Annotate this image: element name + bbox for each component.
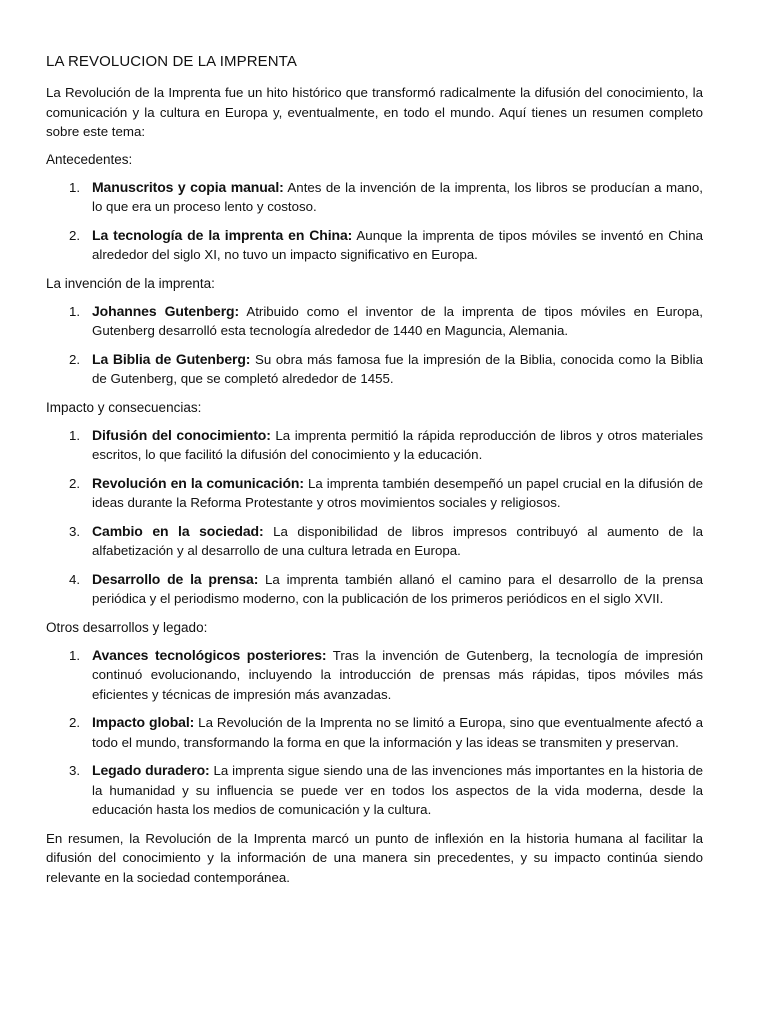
section-heading: La invención de la imprenta: bbox=[46, 275, 215, 291]
section-heading: Antecedentes: bbox=[46, 151, 133, 167]
conclusion-paragraph: En resumen, la Revolución de la Imprenta marcó un punto de inflexión en la historia humana al facilitar la difusión del conocimiento y la información de una manera sin precedentes, y su impacto continúa siendo relevante en la sociedad contemporánea. bbox=[46, 830, 703, 885]
list-number: 3. bbox=[69, 763, 81, 778]
list-item bbox=[46, 178, 703, 217]
list-item-text: La imprenta también allanó el camino para el desarrollo de la prensa periódica y el periodismo moderno, con la publicación de los primeros periódicos en el siglo XVII. bbox=[92, 571, 703, 606]
list-item-term: Desarrollo de la prensa: bbox=[92, 570, 259, 587]
list-number: 1. bbox=[69, 427, 81, 443]
numbered-list bbox=[46, 426, 703, 609]
list-number: 3. bbox=[69, 523, 81, 539]
section-antecedentes bbox=[46, 150, 703, 265]
intro-paragraph: La Revolución de la Imprenta fue un hito histórico que transformó radicalmente la difusión del conocimiento, la comunicación y la cultura en Europa y, eventualmente, en todo el mundo. Aquí tienes un resumen completo sobre este tema: bbox=[46, 85, 703, 139]
list-item bbox=[46, 570, 703, 609]
list-number: 1. bbox=[69, 303, 81, 319]
list-number: 2. bbox=[69, 227, 81, 243]
list-number: 2. bbox=[69, 351, 81, 367]
list-item bbox=[46, 761, 703, 820]
list-item-term: Cambio en la sociedad: bbox=[92, 522, 264, 539]
list-item-text: Aunque la imprenta de tipos móviles se inventó en China alrededor del siglo XI, no tuvo un impacto significativo en Europa. bbox=[92, 227, 703, 262]
section-impacto bbox=[46, 398, 703, 609]
section-heading: Otros desarrollos y legado: bbox=[46, 619, 208, 635]
list-item bbox=[46, 350, 703, 389]
list-item bbox=[46, 226, 703, 265]
list-item-term: Revolución en la comunicación: bbox=[92, 474, 304, 491]
list-number: 4. bbox=[69, 571, 81, 587]
list-number: 2. bbox=[69, 475, 81, 491]
list-item-text: La disponibilidad de libros impresos contribuyó al aumento de la alfabetización y al desarrollo de una cultura letrada en Europa. bbox=[92, 523, 703, 558]
list-item-text: La imprenta permitió la rápida reproducción de libros y otros materiales escritos, lo que facilitó la difusión del conocimiento y la educación. bbox=[92, 427, 703, 462]
list-number: 1. bbox=[69, 647, 81, 663]
list-item bbox=[46, 426, 703, 465]
list-item bbox=[46, 474, 703, 513]
list-item bbox=[46, 713, 703, 752]
list-item-text: La imprenta sigue siendo una de las invenciones más importantes en la historia de la humanidad y su influencia se puede ver en todos los aspectos de la vida moderna, desde la educación hasta los medios de comunicación y la cultura. bbox=[92, 763, 703, 817]
list-item-term: La Biblia de Gutenberg: bbox=[92, 350, 251, 367]
list-item-term: La tecnología de la imprenta en China: bbox=[92, 226, 353, 243]
list-item-text: Antes de la invención de la imprenta, los libros se producían a mano, lo que era un proceso lento y costoso. bbox=[92, 179, 703, 214]
list-item-text: Tras la invención de Gutenberg, la tecnología de impresión continuó evolucionando, incluyendo la introducción de prensas más rápidas, tipos móviles más eficientes y técnicas de impresión más avanzadas. bbox=[92, 647, 703, 702]
list-item-text: Su obra más famosa fue la impresión de la Biblia, conocida como la Biblia de Gutenberg, que se completó alrededor de 1455. bbox=[92, 351, 704, 386]
section-heading: Impacto y consecuencias: bbox=[46, 399, 202, 415]
numbered-list bbox=[46, 646, 703, 820]
section-legado bbox=[46, 618, 703, 820]
list-item-term: Johannes Gutenberg: bbox=[92, 302, 240, 319]
section-invencion bbox=[46, 274, 703, 389]
list-item-term: Difusión del conocimiento: bbox=[92, 426, 271, 443]
list-item-term: Legado duradero: bbox=[92, 762, 210, 778]
list-item-term: Avances tecnológicos posteriores: bbox=[92, 646, 327, 663]
list-item-text: Atribuido como el inventor de la imprenta de tipos móviles en Europa, Gutenberg desarrolló esta tecnología alrededor de 1440 en Maguncia, Alemania. bbox=[92, 303, 703, 338]
list-number: 1. bbox=[69, 179, 81, 195]
numbered-list bbox=[46, 302, 703, 389]
list-item-term: Impacto global: bbox=[92, 714, 195, 730]
numbered-list bbox=[46, 178, 703, 265]
list-item-text: La Revolución de la Imprenta no se limitó a Europa, sino que eventualmente afectó a todo el mundo, transformando la forma en que la información y las ideas se transmiten y preservan. bbox=[92, 715, 703, 750]
list-item bbox=[46, 302, 703, 341]
list-item-text: La imprenta también desempeñó un papel crucial en la difusión de ideas durante la Reforma Protestante y otros movimientos sociales y religiosos. bbox=[92, 475, 703, 510]
list-item bbox=[46, 646, 703, 705]
list-item-term: Manuscritos y copia manual: bbox=[92, 178, 284, 195]
list-item bbox=[46, 522, 703, 561]
document-title: LA REVOLUCION DE LA IMPRENTA bbox=[46, 53, 297, 70]
list-number: 2. bbox=[69, 715, 81, 730]
